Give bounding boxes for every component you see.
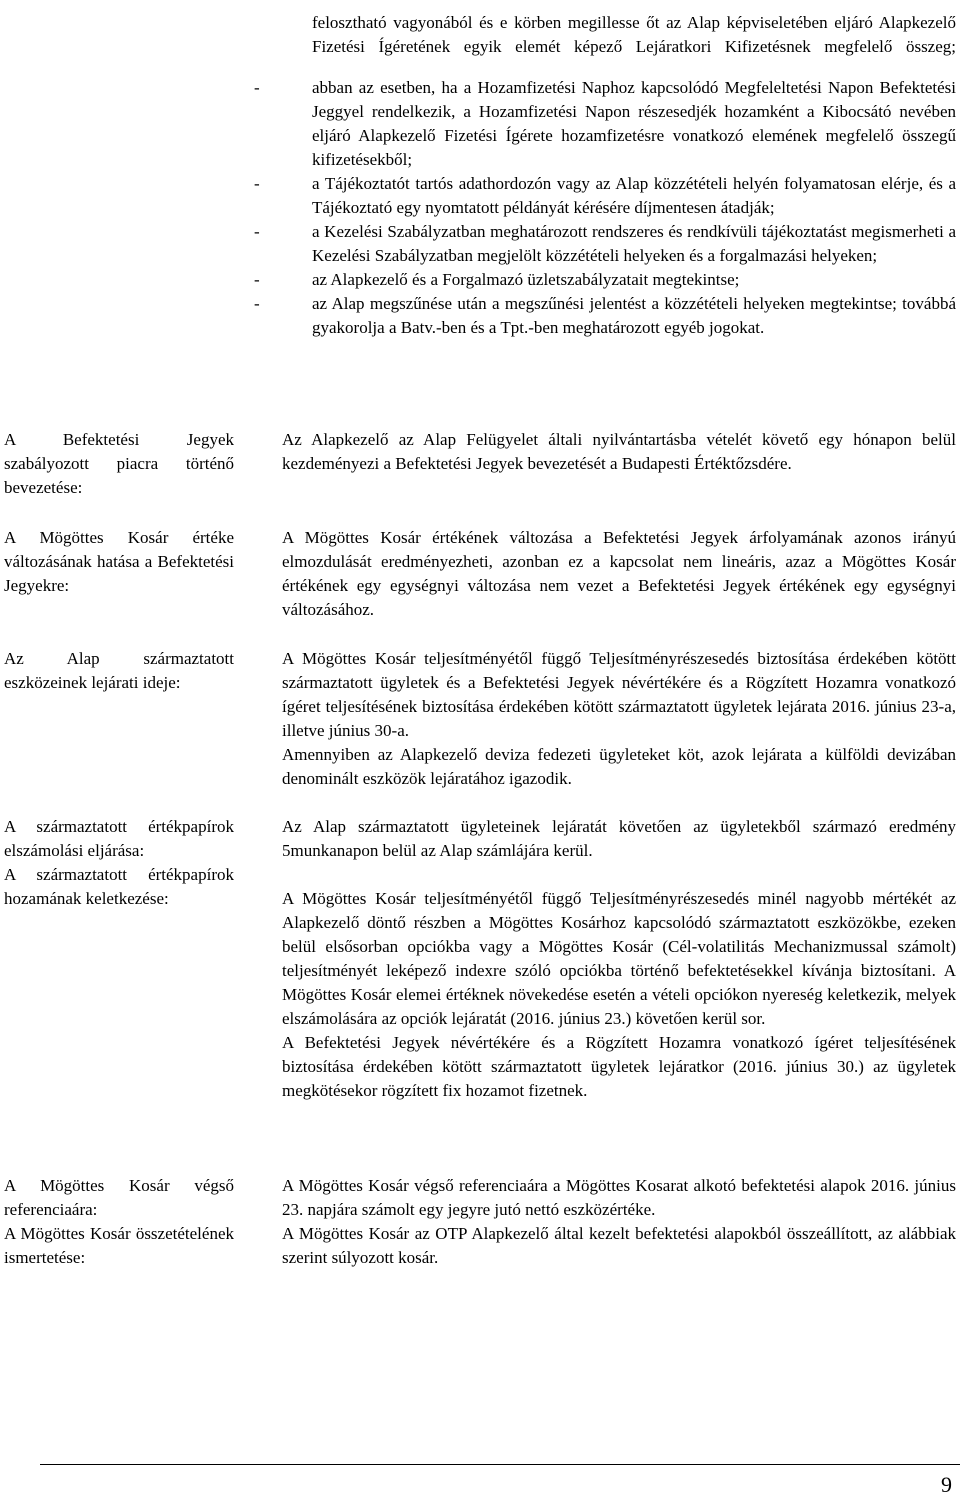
section-body-listing [282,428,956,476]
section-label-settlement [4,815,234,911]
rights-list-continuation [252,0,956,340]
paragraph: A Mögöttes Kosár teljesítményétől függő Teljesítményrészesedés minél nagyobb mértékét az Alapkezelő döntő részben a Mögöttes Kosárhoz kapcsolódó származtatott eszközökbe, ezeken belül elsősorban opciókba vagy a Mögöttes Kosár (Cél-volatilitás Mechanizmussal számolt) teljesítményét leképező indexre szóló opciókba történő befektetésekkel kívánja biztosítani. A Mögöttes Kosár elemei értéknek növekedése esetén a vételi opciókon nyereség keletkezik, melyek elszámolására az opciók lejáratát (2016. június 23.) követően kerül sor. [282,889,956,1028]
list-item-text: az Alap megszűnése után a megszűnési jelentést a közzétételi helyeken megtekintse; továbbá gyakorolja a Batv.-ben és a Tpt.-ben meghatározott egyéb jogokat. [312,294,956,337]
list-item [252,172,956,220]
label-yield-origin: A származtatott értékpapírok hozamának keletkezése: [4,865,234,908]
list-item [252,268,956,292]
list-dash: - [254,222,260,241]
paragraph: A Mögöttes Kosár végső referenciaára a Mögöttes Kosarat alkotó befektetési alapok 2016. június 23. napjára számolt egy jegyre jutó nettó eszközértéke. [282,1176,956,1219]
paragraph: Az Alapkezelő az Alap Felügyelet általi nyilvántartásba vételét követő egy hónapon belül kezdeményezi a Befektetési Jegyek bevezetését a Budapesti Értéktőzsdére. [282,430,956,473]
list-dash: - [254,174,260,193]
list-dash: - [254,294,260,313]
section-body-reference [282,1174,956,1270]
list-item-text: a Kezelési Szabályzatban meghatározott rendszeres és rendkívüli tájékoztatást megismerheti a Kezelési Szabályzatban megjelölt közzétételi helyeken és a forgalmazási helyeken; [312,222,956,265]
label-basket-composition: A Mögöttes Kosár összetételének ismertetése: [4,1224,234,1267]
section-label-maturity: Az Alap származtatott eszközeinek lejárati ideje: [4,649,234,692]
paragraph: Az Alap származtatott ügyleteinek lejáratát követően az ügyletekből származó eredmény 5munkanapon belül az Alap számlájára kerül. [282,817,956,860]
section-label-basket-effect: A Mögöttes Kosár értéke változásának hatása a Befektetési Jegyekre: [4,528,234,595]
label-final-reference-price: A Mögöttes Kosár végső referenciaára: [4,1176,234,1219]
label-settlement-procedure: A származtatott értékpapírok elszámolási eljárása: [4,817,234,860]
paragraph: Amennyiben az Alapkezelő deviza fedezeti ügyleteket köt, azok lejárata a külföldi devizában denominált eszközök lejáratához igazodik. [282,745,956,788]
list-item [252,76,956,172]
section-label-reference [4,1174,234,1270]
page-number: 9 [941,1472,952,1497]
paragraph: A Mögöttes Kosár az OTP Alapkezelő által kezelt befektetési alapokból összeállított, az alábbiak szerint súlyozott kosár. [282,1224,956,1267]
section-body-basket-effect [282,526,956,622]
list-item-text: abban az esetben, ha a Hozamfizetési Naphoz kapcsolódó Megfeleltetési Napon Befektetési Jeggyel rendelkezik, a Hozamfizetési Napon részesedjék hozamként a Kibocsátó nevében eljáró Alapkezelő Fizetési Ígérete hozamfizetésre vonatkozó elemének megfelelő összegű kifizetésekből; [312,78,956,169]
paragraph: A Mögöttes Kosár teljesítményétől függő Teljesítményrészesedés biztosítása érdekében kötött származtatott ügyletek és a Befektetési Jegyek névértékére és a Rögzített Hozamra vonatkozó ígéret teljesítésének biztosítása érdekében kötött származtatott ügyletek lejárata 2016. június 23-a, illetve június 30-a. [282,649,956,740]
section-body-settlement [282,815,956,1103]
list-item-text: a Tájékoztatót tartós adathordozón vagy az Alap közzétételi helyén folyamatosan elérje, és a Tájékoztató egy nyomtatott példányát kérésére díjmentesen átadják; [312,174,956,217]
section-body-maturity [282,647,956,791]
list-item-continuation: felosztható vagyonából és e körben megillesse őt az Alap képviseletében eljáró Alapkezelő Fizetési Ígéretének egyik elemét képező Lejáratkori Kifizetésnek megfelelő összeg; [312,13,956,56]
paragraph: A Befektetési Jegyek névértékére és a Rögzített Hozamra vonatkozó ígéret teljesítésének biztosítása érdekében kötött származtatott ügyletek lejáratkor (2016. június 30.) az ügyletek megkötésekor rögzített fix hozamot fizetnek. [282,1033,956,1100]
footer-rule [40,1464,960,1465]
section-label-listing: A Befektetési Jegyek szabályozott piacra történő bevezetése: [4,430,234,497]
paragraph: A Mögöttes Kosár értékének változása a Befektetési Jegyek árfolyamának azonos irányú elmozdulását eredményezheti, azonban ez a kapcsolat nem lineáris, azaz a Mögöttes Kosár értékének egy egységnyi változása nem vezet a Befektetési Jegyek értékének egy egységnyi változásához. [282,528,956,619]
list-item [252,220,956,268]
list-item-text: az Alapkezelő és a Forgalmazó üzletszabályzatait megtekintse; [312,270,740,289]
list-item [252,292,956,340]
list-dash: - [254,270,260,289]
list-dash: - [254,78,260,97]
